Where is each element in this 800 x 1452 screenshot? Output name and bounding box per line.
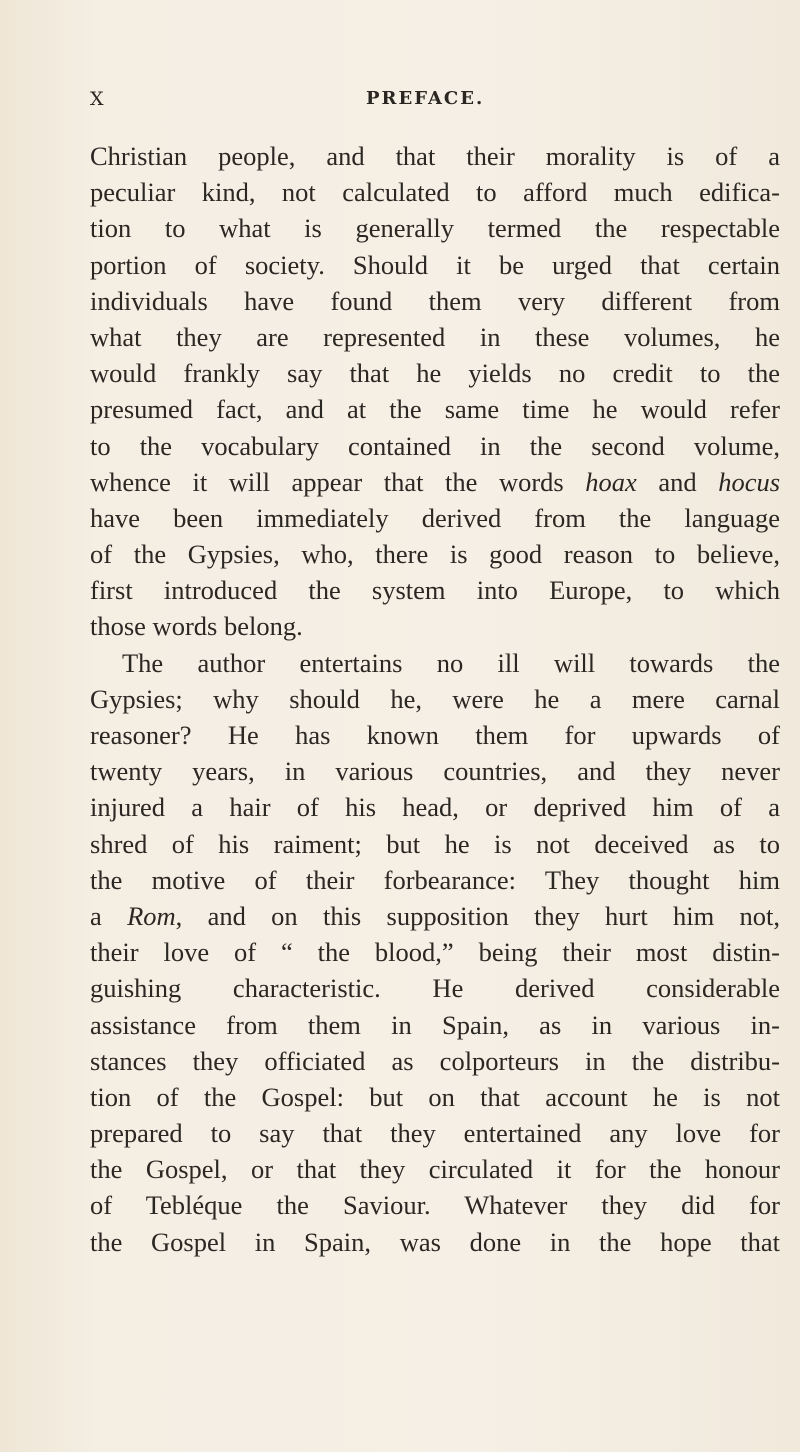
text-line-24: guishing characteristic. He derived considerable xyxy=(90,973,780,1004)
text-line-14: those words belong. xyxy=(90,611,303,642)
text-run: a xyxy=(90,900,128,931)
text-line-31: the Gospel in Spain, was done in the hope that xyxy=(90,1226,780,1257)
text-line-27: tion of the Gospel: but on that account he is not xyxy=(90,1081,780,1112)
italic-word-hoax: hoax xyxy=(585,466,637,497)
body-text xyxy=(90,138,780,1260)
text-line-8: presumed fact, and at the same time he would refer xyxy=(90,394,780,425)
text-line-1: Christian people, and that their morality is of a xyxy=(90,141,780,171)
text-line-3: tion to what is generally termed the respectable xyxy=(90,213,780,244)
text-line-15: The author entertains no ill will towards the xyxy=(122,647,780,678)
text-line-6: what they are represented in these volumes, he xyxy=(90,321,780,352)
text-line-4: portion of society. Should it be urged that certain xyxy=(90,249,780,280)
text-line-29: the Gospel, or that they circulated it for the honour xyxy=(90,1154,780,1185)
text-line-11: have been immediately derived from the language xyxy=(90,502,780,533)
running-head xyxy=(0,88,800,118)
text-line-22 xyxy=(90,898,780,934)
text-run: , and on this supposition they hurt him not, xyxy=(175,900,780,931)
text-line-23: their love of “ the blood,” being their most distin- xyxy=(90,937,780,968)
text-line-5: individuals have found them very different from xyxy=(90,285,780,316)
text-line-16: Gypsies; why should he, were he a mere carnal xyxy=(90,683,780,714)
text-line-21: the motive of their forbearance: They thought him xyxy=(90,864,780,895)
text-line-18: twenty years, in various countries, and they never xyxy=(90,756,780,787)
text-line-20: shred of his raiment; but he is not deceived as to xyxy=(90,828,780,859)
text-line-2: peculiar kind, not calculated to afford much edifica- xyxy=(90,177,780,208)
text-line-7: would frankly say that he yields no credit to the xyxy=(90,358,780,389)
text-line-13: first introduced the system into Europe, to which xyxy=(90,575,780,606)
page-number: X xyxy=(90,88,105,110)
text-line-26: stances they officiated as colporteurs in the distribu- xyxy=(90,1045,780,1076)
text-run: whence it will appear that the words xyxy=(90,466,586,497)
text-line-19: injured a hair of his head, or deprived him of a xyxy=(90,792,780,823)
italic-word-rom: Rom xyxy=(127,900,176,931)
text-line-9: to the vocabulary contained in the second volume, xyxy=(90,430,780,461)
text-line-12: of the Gypsies, who, there is good reason to believe, xyxy=(90,539,780,570)
text-line-25: assistance from them in Spain, as in various in- xyxy=(90,1009,780,1040)
text-line-10 xyxy=(90,464,780,500)
running-head-title: PREFACE. xyxy=(366,88,485,109)
text-run: and xyxy=(636,466,719,497)
text-line-28: prepared to say that they entertained any love for xyxy=(90,1118,780,1149)
italic-word-hocus: hocus xyxy=(718,466,781,497)
text-line-17: reasoner? He has known them for upwards of xyxy=(90,720,780,750)
text-line-30: of Tebléque the Saviour. Whatever they did for xyxy=(90,1190,780,1221)
